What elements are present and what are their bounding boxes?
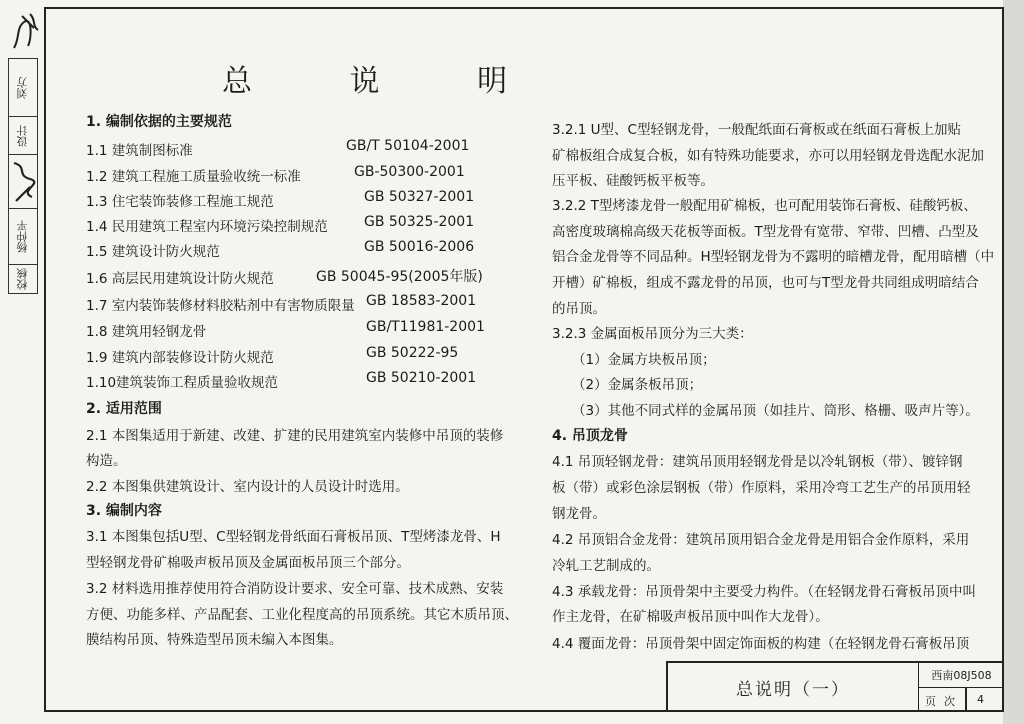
metal-type-2: （2）金属条板吊顶；	[572, 377, 703, 393]
para-4-2a: 4.2 吊顶铝合金龙骨：建筑吊顶用铝合金龙骨是用铝合金作原料，采用	[552, 532, 970, 548]
para-4-1c: 钢龙骨。	[552, 506, 606, 522]
norm-1-9: 1.9 建筑内部装修设计防火规范	[86, 350, 274, 366]
norm-1-3: 1.3 住宅装饰装修工程施工规范	[86, 194, 274, 210]
page-label: 页次	[925, 695, 963, 708]
sheet-title: 总说明（一）	[668, 663, 919, 712]
sig-name-1: 刘方	[16, 76, 29, 99]
para-4-3a: 4.3 承载龙骨：吊顶骨架中主要受力构件。（在轻钢龙骨石膏板吊顶中叫	[552, 584, 977, 600]
section-2-heading: 2. 适用范围	[86, 401, 162, 417]
sig-cell-scribble	[8, 154, 38, 208]
sig-label-design: 设计	[16, 124, 29, 147]
para-3-2c: 膜结构吊顶、特殊造型吊顶未编入本图集。	[86, 632, 343, 648]
norm-1-1-code: GB/T 50104-2001	[346, 138, 470, 154]
norm-1-5: 1.5 建筑设计防火规范	[86, 244, 220, 260]
para-3-2-2c: 铝合金龙骨等不同品种。H型轻钢龙骨为不露明的暗槽龙骨，配用暗槽（中	[552, 249, 995, 265]
para-3-2-3: 3.2.3 金属面板吊顶分为三大类：	[552, 326, 753, 342]
section-3-heading: 3. 编制内容	[86, 503, 162, 519]
norm-1-10-code: GB 50210-2001	[366, 370, 477, 386]
para-3-2b: 方便、功能多样、产品配套、工业化程度高的吊顶系统。其它木质吊顶、	[86, 607, 518, 623]
norm-1-1: 1.1 建筑制图标准	[86, 143, 193, 159]
norm-1-8: 1.8 建筑用轻钢龙骨	[86, 324, 207, 340]
page-cell	[919, 688, 1004, 712]
para-3-2-2d: 开槽）矿棉板，组成不露龙骨的吊顶，也可与T型龙骨共同组成明暗结合	[552, 275, 979, 291]
norm-1-6: 1.6 高层民用建筑设计防火规范	[86, 271, 274, 287]
para-4-3b: 作主龙骨，在矿棉吸声板吊顶中叫作大龙骨）。	[552, 609, 829, 625]
para-3-2-1c: 压平板、硅酸钙板平板等。	[552, 173, 714, 189]
section-4-heading: 4. 吊顶龙骨	[552, 428, 628, 444]
title-block	[666, 661, 1004, 712]
norm-1-2: 1.2 建筑工程施工质量验收统一标准	[86, 169, 301, 185]
para-2-1b: 构造。	[86, 453, 127, 469]
norm-1-3-code: GB 50327-2001	[364, 189, 475, 205]
para-3-1b: 型轻钢龙骨矿棉吸声板吊顶及金属面板吊顶三个部分。	[86, 555, 410, 571]
para-2-2: 2.2 本图集供建筑设计、室内设计的人员设计时选用。	[86, 479, 409, 495]
signature-scribble-middle	[10, 157, 36, 207]
sig-name-2: 杨仲平	[16, 220, 29, 253]
norm-1-7: 1.7 室内装饰装修材料胶粘剂中有害物质限量	[86, 298, 355, 314]
norm-1-9-code: GB 50222-95	[366, 345, 459, 361]
sig-cell-check	[8, 264, 38, 294]
para-4-4: 4.4 覆面龙骨：吊顶骨架中固定饰面板的构建（在轻钢龙骨石膏板吊顶	[552, 636, 970, 652]
scan-edge	[1003, 0, 1024, 724]
norm-1-2-code: GB-50300-2001	[354, 164, 465, 180]
page-divider	[965, 688, 967, 712]
page-number: 4	[977, 693, 984, 706]
para-4-1a: 4.1 吊顶轻钢龙骨：建筑吊顶用轻钢龙骨是以冷轧钢板（带）、镀锌钢	[552, 454, 963, 470]
sig-label-check: 校核	[16, 268, 29, 290]
sig-cell-review	[8, 58, 38, 116]
para-4-2b: 冷轧工艺制成的。	[552, 558, 660, 574]
para-3-1a: 3.1 本图集包括U型、C型轻钢龙骨纸面石膏板吊顶、T型烤漆龙骨、H	[86, 529, 501, 545]
metal-type-3: （3）其他不同式样的金属吊顶（如挂片、筒形、格栅、吸声片等）。	[572, 403, 979, 419]
para-3-2-2b: 高密度玻璃棉高级天花板等面板。T型龙骨有宽带、窄带、凹槽、凸型及	[552, 224, 979, 240]
norm-1-4-code: GB 50325-2001	[364, 214, 475, 230]
para-3-2-1b: 矿棉板组合成复合板，如有特殊功能要求，亦可以用轻钢龙骨选配水泥加	[552, 148, 984, 164]
norm-1-10: 1.10建筑装饰工程质量验收规范	[86, 375, 279, 391]
para-3-2-1a: 3.2.1 U型、C型轻钢龙骨，一般配纸面石膏板或在纸面石膏板上加贴	[552, 122, 961, 138]
para-3-2a: 3.2 材料选用推荐使用符合消防设计要求、安全可靠、技术成熟、安装	[86, 581, 504, 597]
norm-1-4: 1.4 民用建筑工程室内环境污染控制规范	[86, 219, 328, 235]
page-title: 总 说 明	[222, 64, 552, 99]
norm-1-8-code: GB/T11981-2001	[366, 319, 485, 335]
norm-1-7-code: GB 18583-2001	[366, 293, 477, 309]
para-3-2-2e: 的吊顶。	[552, 301, 606, 317]
para-3-2-2a: 3.2.2 T型烤漆龙骨一般配用矿棉板，也可配用装饰石膏板、硅酸钙板、	[552, 198, 977, 214]
norm-1-5-code: GB 50016-2006	[364, 239, 475, 255]
atlas-number: 西南08J508	[919, 663, 1004, 688]
section-1-heading: 1. 编制依据的主要规范	[86, 114, 232, 130]
sig-cell-drafter	[8, 208, 38, 264]
metal-type-1: （1）金属方块板吊顶；	[572, 352, 716, 368]
para-4-1b: 板（带）或彩色涂层钢板（带）作原料，采用冷弯工艺生产的吊顶用轻	[552, 480, 971, 496]
sig-cell-design	[8, 116, 38, 154]
signature-scribble-top	[10, 8, 40, 56]
para-2-1a: 2.1 本图集适用于新建、改建、扩建的民用建筑室内装修中吊顶的装修	[86, 428, 504, 444]
norm-1-6-code: GB 50045-95(2005年版)	[316, 269, 483, 285]
